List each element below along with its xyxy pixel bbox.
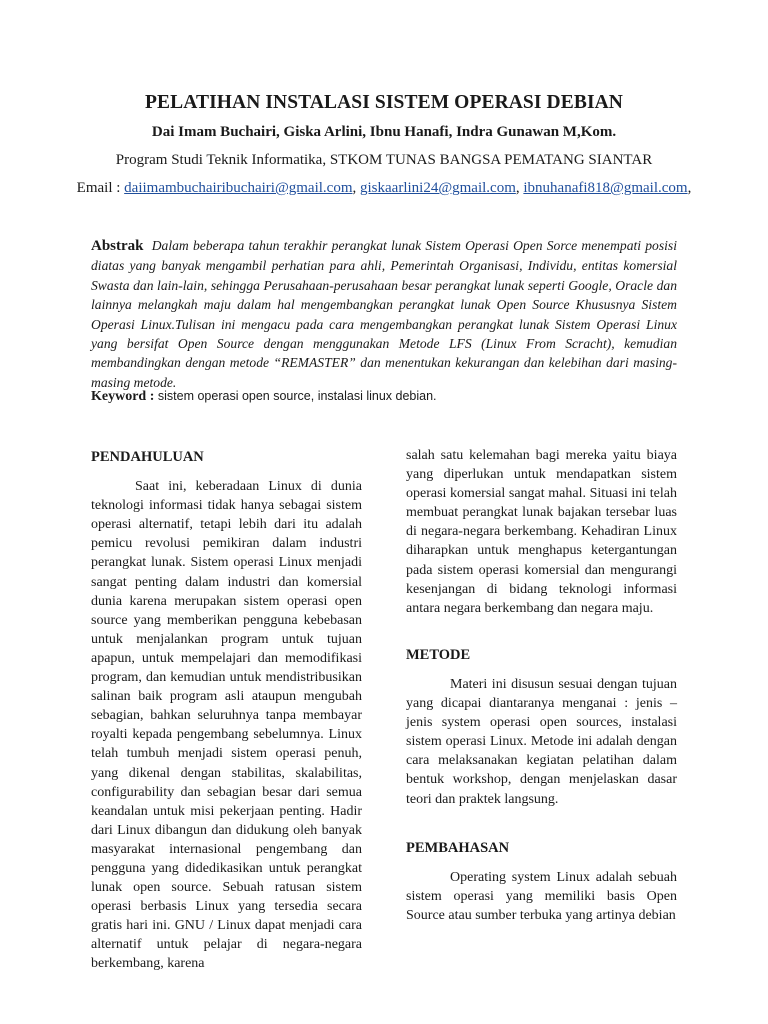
affiliation: Program Studi Teknik Informatika, STKOM TUNAS BANGSA PEMATANG SIANTAR [115,152,653,168]
email-label: Email : [76,180,125,196]
paper-title: PELATIHAN INSTALASI SISTEM OPERASI DEBIAN [145,92,623,113]
section-heading-pembahasan: PEMBAHASAN [406,839,510,856]
email-link-1[interactable]: daiimambuchairibuchairi@gmail.com [124,180,353,196]
abstract-label: Abstrak [91,238,144,254]
right-column [406,446,677,925]
email-separator: , [352,180,360,196]
abstract [91,236,677,392]
email-link-3[interactable]: ibnuhanafi818@gmail.com [523,180,688,196]
email-line [0,180,768,197]
left-column [91,448,362,974]
keywords [91,389,677,405]
pendahuluan-paragraph-continued: salah satu kelemahan bagi mereka yaitu biaya yang diperlukan untuk mendapatkan sistem operasi komersial sangat mahal. Situasi ini telah membuat perangkat lunak bajakan tersebar luas di negara-negara berkembang. Kehadiran Linux diharapkan untuk menghapus ketergantungan pada sistem operasi komersial dan mengurangi kesenjangan di bidang teknologi informasi antara negara berkembang dan negara maju. [406,448,677,616]
section-heading-pendahuluan: PENDAHULUAN [91,449,204,465]
keyword-text: sistem operasi open source, instalasi linux debian. [157,389,437,403]
email-link-2[interactable]: giskaarlini24@gmail.com [360,180,516,196]
pendahuluan-paragraph: Saat ini, keberadaan Linux di dunia teknologi informasi tidak hanya sebagai sistem operasi alternatif, tetapi lebih dari itu adalah pemicu revolusi pemikiran dalam industri perangkat lunak. Sistem operasi Linux menjadi sangat penting dalam industri dan komersial dunia karena merupakan sistem operasi open source yang memberikan pengguna kebebasan untuk menjalankan program untuk tujuan apapun, untuk mempelajari dan memodifikasi program, dan kemudian untuk mendistribusikan salinan baik program asli ataupun mengubah sebagian, bahkan seluruhnya tanpa membayar royalti kepada pengembang sebelumnya. Linux telah tumbuh menjadi sistem operasi penuh, yang dikenal dengan stabilitas, skalabilitas, configurability dan sebagian besar dari semua keandalan untuk misi pekerjaan penting. Hadir dari Linux dibangun dan didukung oleh banyak masyarakat internasional pengembang dan pengguna yang didedikasikan untuk perangkat lunak open source. Sebuah ratusan sistem operasi berbasis Linux yang tersedia secara gratis hari ini. GNU / Linux dapat menjadi cara alternatif untuk pelajar di negara-negara berkembang, karena [91,479,362,972]
metode-paragraph: Materi ini disusun sesuai dengan tujuan yang dicapai diantaranya menganai : jenis – jenis system operasi open sources, instalasi sistem operasi Linux. Metode ini adalah dengan cara melaksanakan kegiatan pelatihan dalam bentuk workshop, dengan menjelaskan dasar teori dan praktek langsung. [406,676,677,807]
author-list: Dai Imam Buchairi, Giska Arlini, Ibnu Hanafi, Indra Gunawan M,Kom. [151,124,617,140]
pembahasan-paragraph: Operating system Linux adalah sebuah sistem operasi yang memiliki basis Open Source atau sumber terbuka yang artinya debian [406,869,677,923]
section-heading-metode: METODE [406,646,471,663]
email-separator: , [515,180,524,196]
email-trailing-comma: , [687,180,692,196]
keyword-label: Keyword : [91,389,158,404]
abstract-text: Dalam beberapa tahun terakhir perangkat lunak Sistem Operasi Open Sorce menempati posisi diatas yang banyak mengambil perhatian para ahli, Pemerintah Organisasi, Individu, entitas komersial Swasta dan lain-lain, sehingga Perusahaan-perusahaan besar perangkat lunak seperti Google, Oracle dan lainnya melangkah maju dalam hal mengembangkan perangkat lunak Open Source Khususnya Sistem Operasi Linux.Tulisan ini mengacu pada cara mengembangkan perangkat lunak Sistem Operasi Linux yang bersifat Open Source dengan menggunakan Metode LFS (Linux From Scracht), kemudian membandingkan dengan metode “REMASTER” dan menentukan kekurangan dan kelebihan dari masing-masing metode. [91,238,677,390]
